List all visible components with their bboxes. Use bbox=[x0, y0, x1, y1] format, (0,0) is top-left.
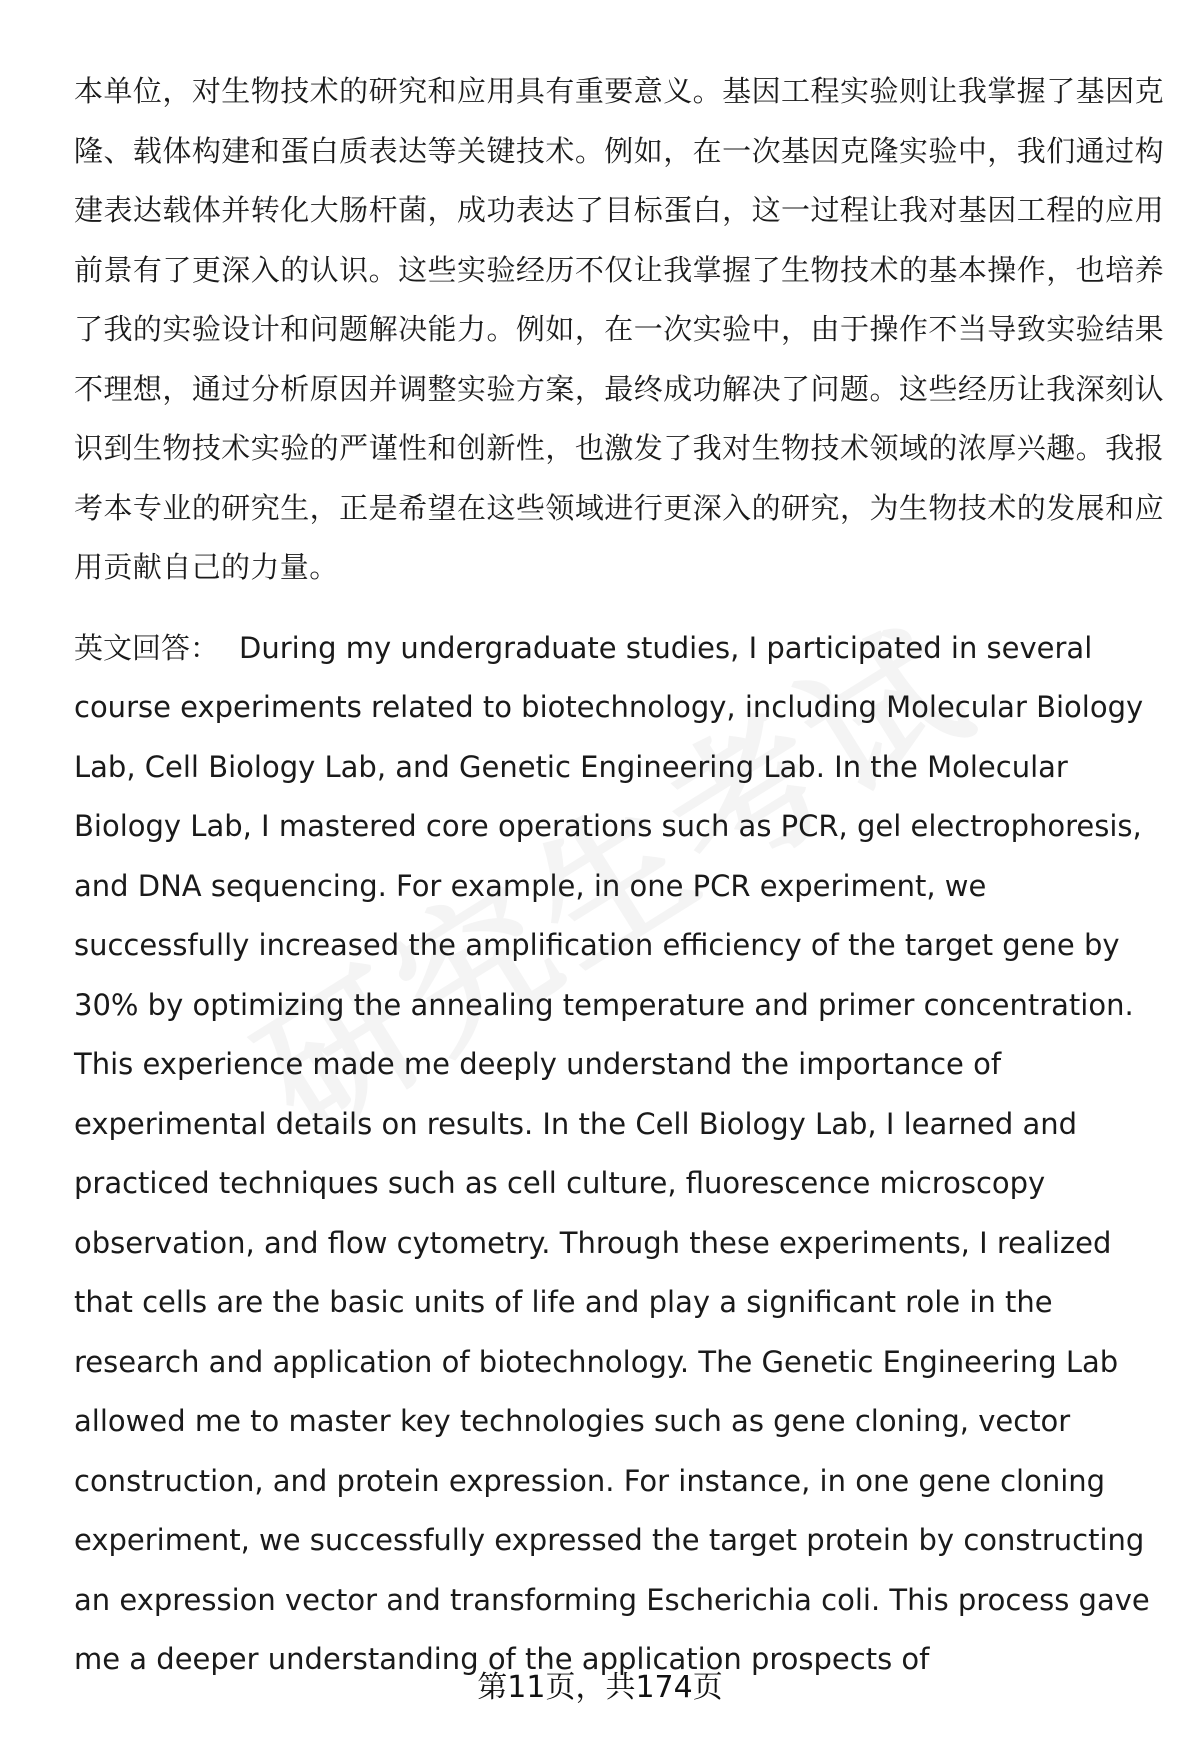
english-answer-text: During my undergraduate studies, I participated in several course experiments related to biotechnology, including Molecular Biology Lab, Cell Biology Lab, and Genetic Engineering Lab. In the Molecular Biology Lab, I mastered core operations such as PCR, gel electrophoresis, and DNA sequencing. For example, in one PCR experiment, we successfully increased the amplification efficiency of the target gene by 30% by optimizing the annealing temperature and primer concentration. This experience made me deeply understand the importance of experimental details on results. In the Cell Biology Lab, I learned and practiced techniques such as cell culture, fluorescence microscopy observation, and flow cytometry. Through these experiments, I realized that cells are the basic units of life and play a significant role in the research and application of biotechnology. The Genetic Engineering Lab allowed me to master key technologies such as gene cloning, vector construction, and protein expression. For instance, in one gene cloning experiment, we successfully expressed the target protein by constructing an expression vector and transforming Escherichia coli. This process gave me a deeper understanding of the application prospects of bbox=[74, 630, 1150, 1676]
english-answer-prefix: 英文回答： bbox=[74, 630, 220, 665]
chinese-answer-paragraph: 本单位，对生物技术的研究和应用具有重要意义。基因工程实验则让我掌握了基因克隆、载体构建和蛋白质表达等关键技术。例如，在一次基因克隆实验中，我们通过构建表达载体并转化大肠杆菌，成功表达了目标蛋白，这一过程让我对基因工程的应用前景有了更深入的认识。这些实验经历不仅让我掌握了生物技术的基本操作，也培养了我的实验设计和问题解决能力。例如，在一次实验中，由于操作不当导致实验结果不理想，通过分析原因并调整实验方案，最终成功解决了问题。这些经历让我深刻认识到生物技术实验的严谨性和创新性，也激发了我对生物技术领域的浓厚兴趣。我报考本专业的研究生，正是希望在这些领域进行更深入的研究，为生物技术的发展和应用贡献自己的力量。 bbox=[74, 74, 1164, 584]
page-number-footer: 第11页，共174页 bbox=[477, 1670, 723, 1705]
english-answer-paragraph bbox=[74, 619, 1164, 1690]
document-body bbox=[74, 62, 1164, 1690]
